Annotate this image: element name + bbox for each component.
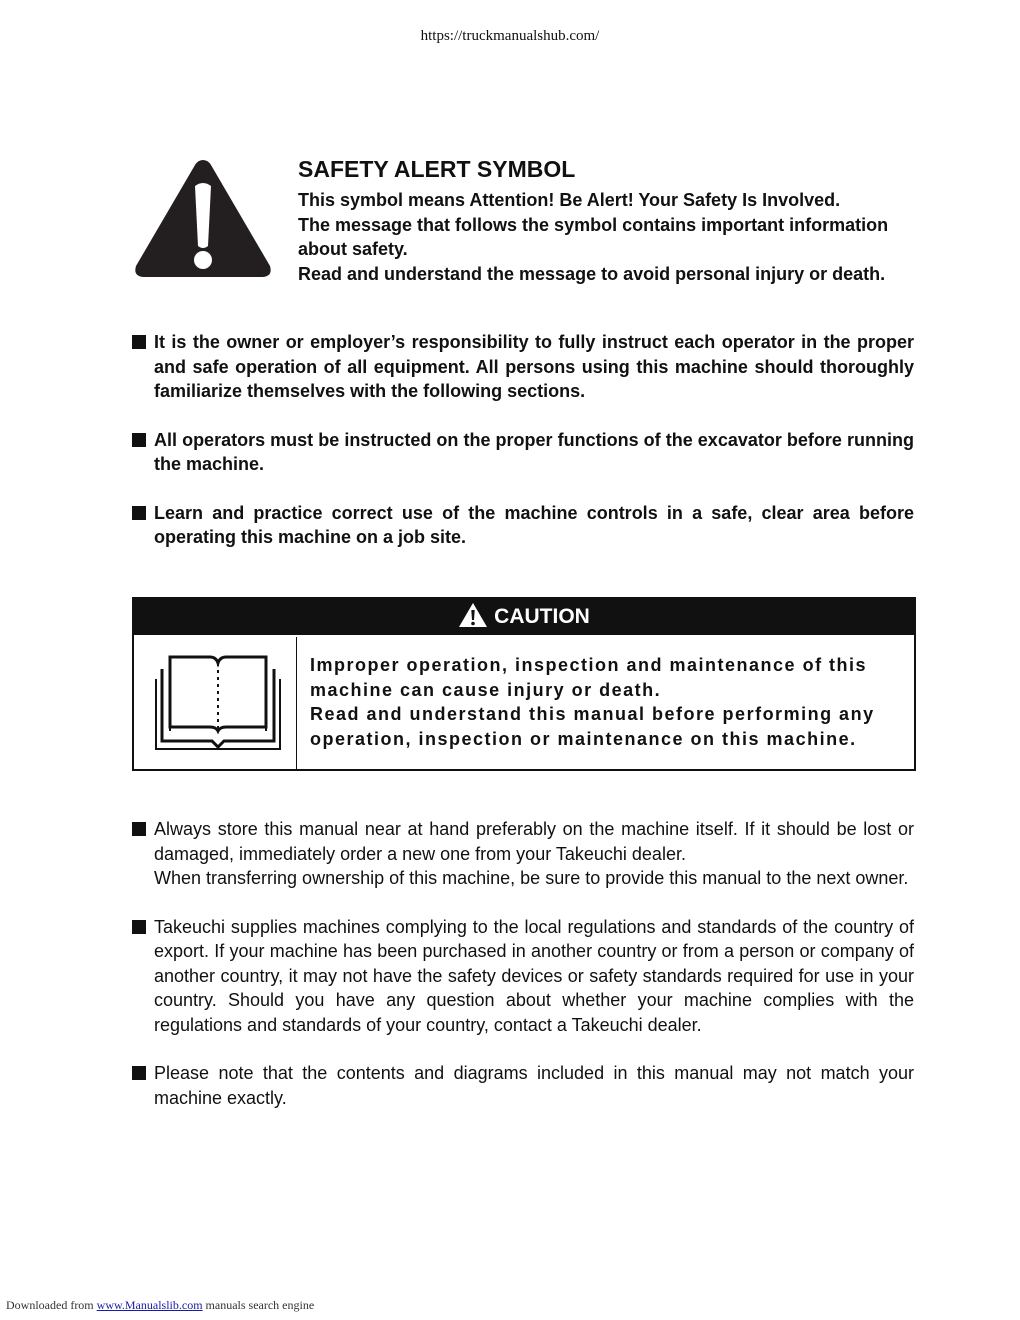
safety-alert-line: Read and understand the message to avoid personal injury or death. [298,263,886,284]
download-footer [6,1298,314,1313]
manual-image-cell [134,637,297,769]
caution-label: CAUTION [494,605,590,628]
bullet-square-icon [132,506,146,520]
safety-alert-section [298,156,918,286]
bullet-square-icon [132,335,146,349]
bullet-square-icon [132,822,146,836]
open-manual-icon [150,649,286,759]
list-item: It is the owner or employer’s responsibility to fully instruct each operator in the proper and safe operation of all equipment. All persons using this machine should thoroughly familiarize themselves with the following sections. [132,330,914,404]
footer-prefix: Downloaded from [6,1298,97,1312]
warning-triangle-icon [132,156,274,280]
bullet-square-icon [132,433,146,447]
caution-message [310,653,904,751]
safety-alert-title: SAFETY ALERT SYMBOL [298,156,576,182]
bullet-square-icon [132,920,146,934]
list-item: Please note that the contents and diagrams included in this manual may not match your machine exactly. [132,1061,914,1110]
page-url-header: https://truckmanualshub.com/ [420,28,600,44]
footer-suffix: manuals search engine [202,1298,315,1312]
caution-line: Improper operation, inspection and maintenance of this machine can cause injury or death. [310,655,868,700]
list-item: All operators must be instructed on the proper functions of the excavator before running the machine. [132,428,914,477]
list-item: Takeuchi supplies machines complying to the local regulations and standards of the country of export. If your machine has been purchased in another country or from a person or company of another country, it may not have the safety devices or safety standards required for use in your country. Should you have any question about whether your machine complies with the regulations and standards of your country, contact a Takeuchi dealer. [132,915,914,1038]
manual-info-bullet-list [132,817,914,1110]
safety-alert-line: This symbol means Attention! Be Alert! Your Safety Is Involved. [298,190,841,210]
safety-alert-line: The message that follows the symbol contains important information about safety. [298,214,889,259]
list-item: Learn and practice correct use of the machine controls in a safe, clear area before operating this machine on a job site. [132,501,914,550]
responsibility-bullet-list [132,330,914,550]
caution-line: Read and understand this manual before performing any operation, inspection or maintenance on this machine. [310,704,875,749]
caution-header [134,599,914,635]
caution-body [134,637,914,769]
list-item: Always store this manual near at hand preferably on the machine itself. If it should be lost or damaged, immediately order a new one from your Takeuchi dealer. When transferring ownership of this machine, be sure to provide this manual to the next owner. [132,817,914,891]
manualslib-link[interactable]: www.Manualslib.com [96,1298,203,1312]
caution-panel [132,597,916,771]
caution-warning-icon [458,602,488,628]
bullet-square-icon [132,1066,146,1080]
